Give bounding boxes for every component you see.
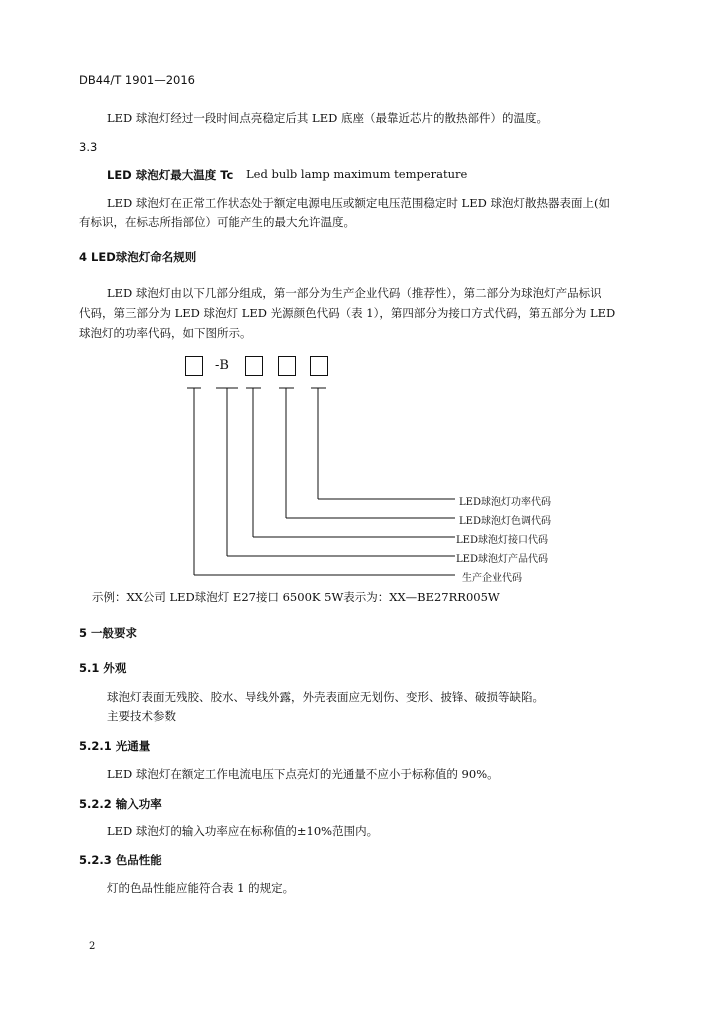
section-3-3-definition-line-2: 有标识，在标志所指部位）可能产生的最大允许温度。 — [79, 215, 355, 229]
product-code-separator: -B — [215, 358, 229, 373]
section-4-paragraph-line-3: 球泡灯的功率代码，如下图所示。 — [79, 326, 252, 340]
label-socket-code: LED球泡灯接口代码 — [456, 535, 548, 546]
label-product-code: LED球泡灯产品代码 — [456, 554, 548, 565]
section-3-3-term-en: Led bulb lamp maximum temperature — [246, 167, 468, 181]
label-power-code: LED球泡灯功率代码 — [459, 497, 551, 508]
section-3-3-number: 3.3 — [79, 140, 98, 154]
section-5-heading: 5 一般要求 — [79, 626, 138, 640]
section-5-2-1-text: LED 球泡灯在额定工作电流电压下点亮灯的光通量不应小于标称值的 90%。 — [107, 767, 499, 781]
section-5-2-2-heading: 5.2.2 输入功率 — [79, 797, 162, 811]
section-4-heading: 4 LED球泡灯命名规则 — [79, 250, 197, 264]
section-4-paragraph-line-1: LED 球泡灯由以下几部分组成，第一部分为生产企业代码（推荐性），第二部分为球泡灯产品标识 — [107, 286, 602, 300]
section-5-2-2-text: LED 球泡灯的输入功率应在标称值的±10%范围内。 — [107, 824, 379, 838]
section-3-2-tail-text: LED 球泡灯经过一段时间点亮稳定后其 LED 底座（最靠近芯片的散热部件）的温度。 — [107, 111, 548, 125]
label-enterprise-code: 生产企业代码 — [462, 573, 522, 584]
section-5-2-heading-text: 主要技术参数 — [107, 709, 176, 723]
label-color-code: LED球泡灯色调代码 — [459, 516, 551, 527]
section-5-2-1-heading: 5.2.1 光通量 — [79, 739, 151, 753]
section-4-paragraph-line-2: 代码，第三部分为 LED 球泡灯 LED 光源颜色代码（表 1），第四部分为接口方式代码，第五部分为 LED — [79, 306, 616, 320]
document-id-header: DB44/T 1901—2016 — [79, 73, 195, 87]
section-3-3-definition-line-1: LED 球泡灯在正常工作状态处于额定电源电压或额定电压范围稳定时 LED 球泡灯散热器表面上(如 — [107, 196, 610, 210]
section-5-2-3-text: 灯的色品性能应能符合表 1 的规定。 — [107, 881, 295, 895]
naming-example: 示例：XX公司 LED球泡灯 E27接口 6500K 5W表示为：XX—BE27RR005W — [92, 590, 500, 604]
section-3-3-term-zh: LED 球泡灯最大温度 Tc — [107, 168, 234, 182]
section-5-1-text: 球泡灯表面无残胶、胶水、导线外露，外壳表面应无划伤、变形、披锋、破损等缺陷。 — [107, 690, 544, 704]
section-5-1-heading: 5.1 外观 — [79, 661, 127, 675]
section-5-2-3-heading: 5.2.3 色品性能 — [79, 853, 162, 867]
page-number: 2 — [89, 941, 96, 952]
